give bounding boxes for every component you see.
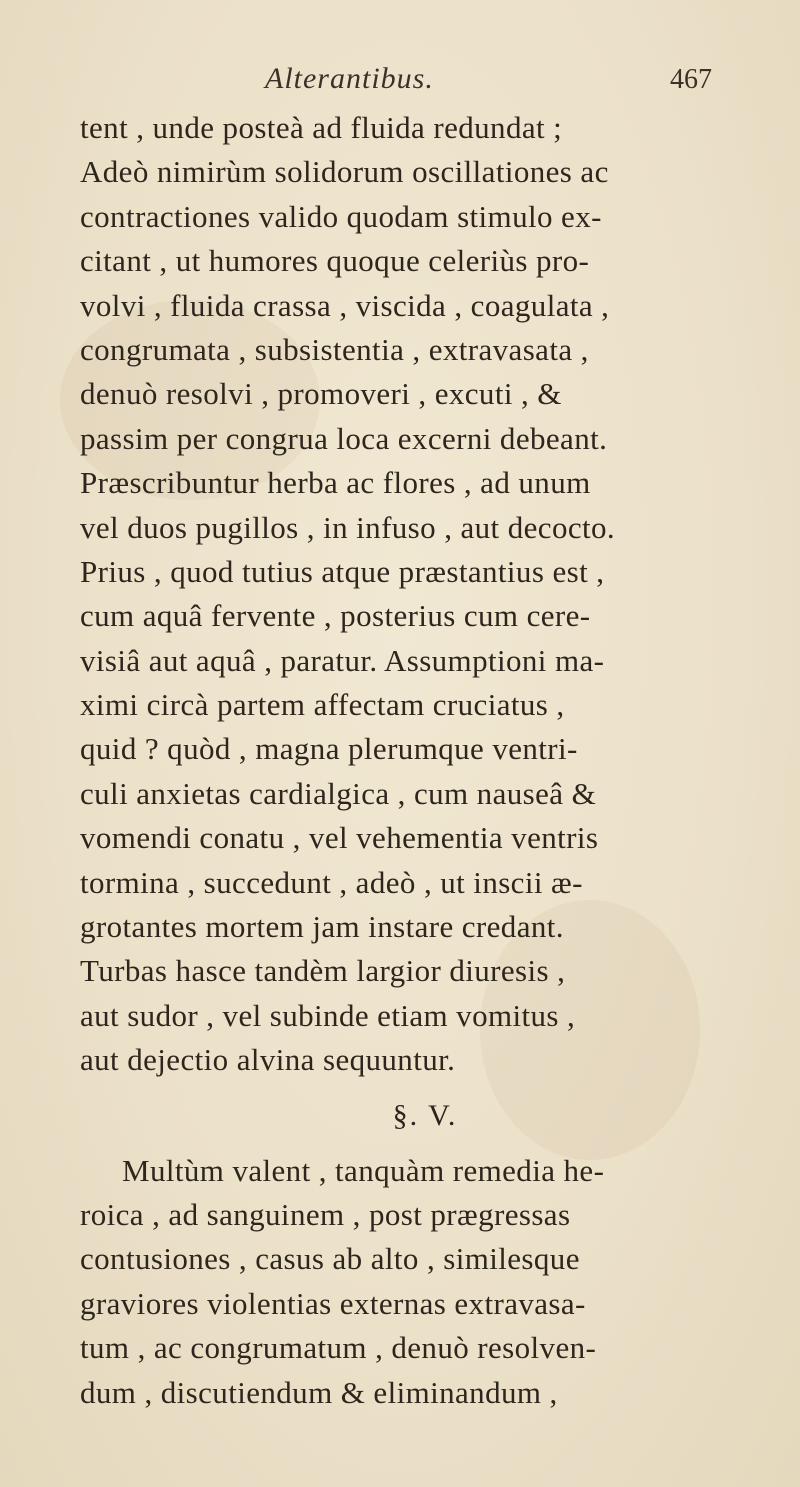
running-title: Alterantibus. xyxy=(265,62,434,95)
text-line: vel duos pugillos , in infuso , aut decocto. xyxy=(80,509,616,545)
text-line: ximi circà partem affectam cruciatus , xyxy=(80,687,565,723)
text-line: tormina , succedunt , adeò , ut inscii æ- xyxy=(80,864,583,900)
text-line: Adeò nimirùm solidorum oscillationes ac xyxy=(80,154,609,190)
text-line: grotantes mortem jam instare credant. xyxy=(80,909,564,945)
text-line: vomendi conatu , vel vehementia ventris xyxy=(80,820,599,856)
text-line: passim per congrua loca excerni debeant. xyxy=(80,420,608,456)
text-line: dum , discutiendum & eliminandum , xyxy=(80,1374,558,1410)
text-line: aut sudor , vel subinde etiam vomitus , xyxy=(80,997,576,1033)
text-line: volvi , fluida crassa , viscida , coagulata , xyxy=(80,287,610,323)
text-line: aut dejectio alvina sequuntur. xyxy=(80,1042,456,1078)
text-line: Multùm valent , tanquàm remedia he- xyxy=(122,1152,605,1188)
body-text xyxy=(80,106,740,1415)
paragraph xyxy=(80,106,740,1083)
text-line: roica , ad sanguinem , post prægressas xyxy=(80,1196,571,1232)
text-line: Turbas hasce tandèm largior diuresis , xyxy=(80,953,566,989)
text-line: cum aquâ fervente , posterius cum cere- xyxy=(80,598,591,634)
section-heading: §. V. xyxy=(392,1098,458,1132)
text-line: denuò resolvi , promoveri , excuti , & xyxy=(80,376,562,412)
paragraph xyxy=(80,1149,740,1415)
text-line: contractiones valido quodam stimulo ex- xyxy=(80,198,602,234)
text-line: visiâ aut aquâ , paratur. Assumptioni ma- xyxy=(80,642,605,678)
page-number: 467 xyxy=(670,64,712,95)
text-line: culi anxietas cardialgica , cum nauseâ & xyxy=(80,775,597,811)
text-line: quid ? quòd , magna plerumque ventri- xyxy=(80,731,578,767)
text-line: tum , ac congrumatum , denuò resolven- xyxy=(80,1330,597,1366)
text-line: Præscribuntur herba ac flores , ad unum xyxy=(80,465,591,501)
text-line: citant , ut humores quoque celeriùs pro- xyxy=(80,243,590,279)
text-line: tent , unde posteà ad fluida redundat ; xyxy=(80,110,563,145)
text-line: graviores violentias externas extravasa- xyxy=(80,1285,586,1321)
running-head xyxy=(0,62,800,102)
text-line: congrumata , subsistentia , extravasata , xyxy=(80,331,589,367)
text-line: contusiones , casus ab alto , similesque xyxy=(80,1241,580,1277)
text-line: Prius , quod tutius atque præstantius est , xyxy=(80,553,605,589)
